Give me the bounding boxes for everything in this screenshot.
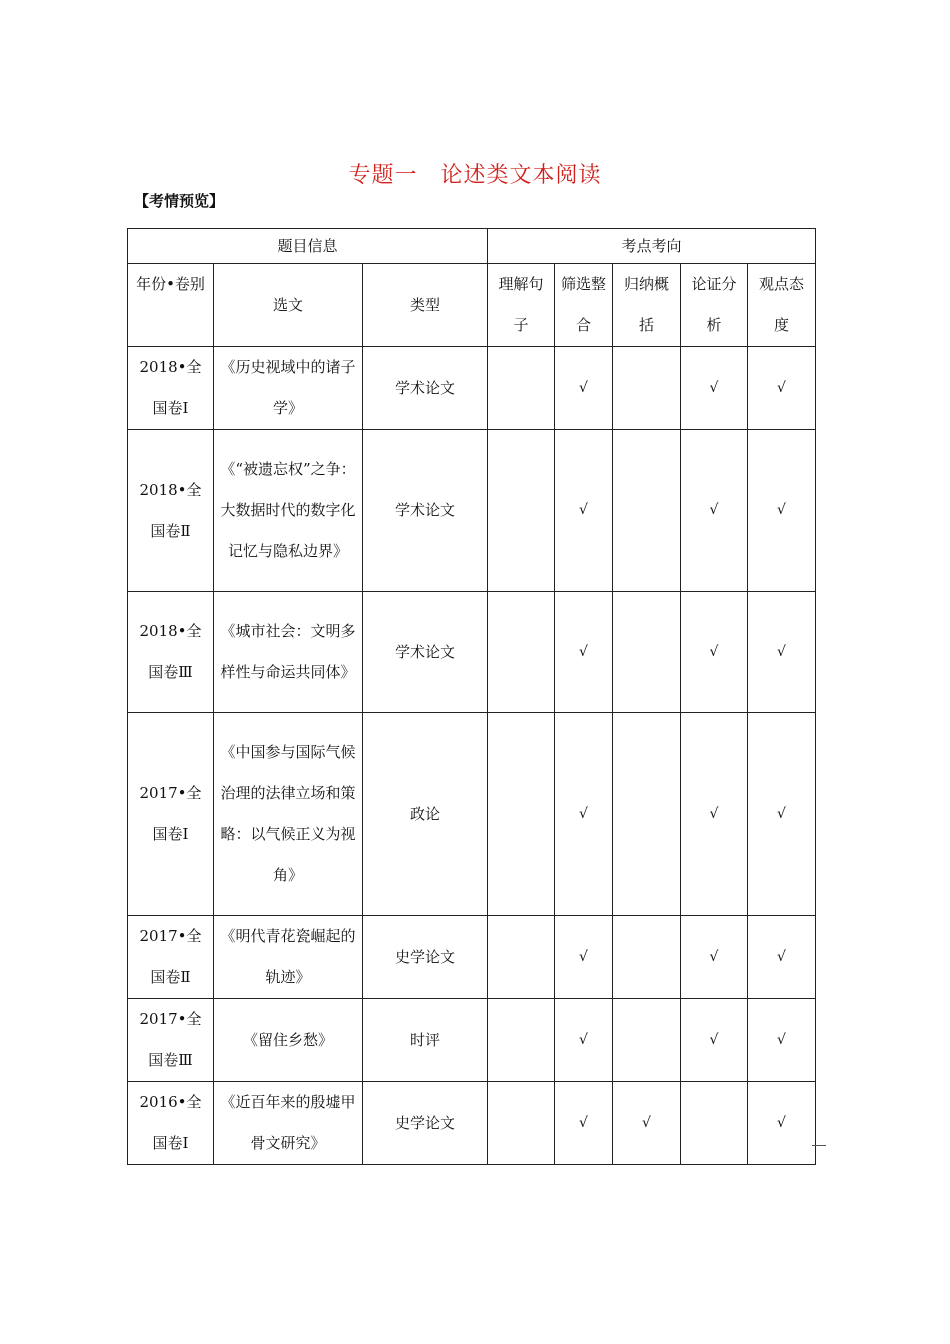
row-check: √ [555, 592, 613, 713]
row-check: √ [555, 999, 613, 1082]
table-row [128, 430, 816, 592]
row-text: 《近百年来的殷墟甲骨文研究》 [214, 1082, 363, 1165]
exam-overview-table [127, 228, 816, 1165]
row-check [488, 592, 555, 713]
table-row [128, 592, 816, 713]
row-check: √ [748, 916, 816, 999]
row-check [488, 916, 555, 999]
header-topic-info: 题目信息 [128, 229, 488, 264]
header-exam-points: 考点考向 [488, 229, 816, 264]
row-check [488, 430, 555, 592]
row-check: √ [555, 347, 613, 430]
header-summarize: 归纳概括 [613, 264, 681, 347]
row-year: 2018•全国卷Ⅲ [128, 592, 214, 713]
row-type: 学术论文 [363, 430, 488, 592]
row-check [613, 347, 681, 430]
header-text: 选文 [214, 264, 363, 347]
row-type: 史学论文 [363, 1082, 488, 1165]
row-year: 2016•全国卷Ⅰ [128, 1082, 214, 1165]
row-type: 学术论文 [363, 592, 488, 713]
row-check [488, 999, 555, 1082]
row-check [613, 713, 681, 916]
row-type: 史学论文 [363, 916, 488, 999]
row-check [613, 592, 681, 713]
row-type: 时评 [363, 999, 488, 1082]
row-text: 《留住乡愁》 [214, 999, 363, 1082]
row-text: 《明代青花瓷崛起的轨迹》 [214, 916, 363, 999]
header-year: 年份•卷别 [128, 264, 214, 347]
table-row [128, 916, 816, 999]
row-check: √ [748, 999, 816, 1082]
row-text: 《历史视域中的诸子学》 [214, 347, 363, 430]
row-check: √ [748, 592, 816, 713]
row-text: 《“被遗忘权”之争：大数据时代的数字化记忆与隐私边界》 [214, 430, 363, 592]
row-check: √ [681, 347, 748, 430]
table-row [128, 1082, 816, 1165]
row-text: 《中国参与国际气候治理的法律立场和策略：以气候正义为视角》 [214, 713, 363, 916]
row-check: √ [681, 592, 748, 713]
row-check: √ [555, 713, 613, 916]
row-check: √ [748, 430, 816, 592]
header-argument: 论证分析 [681, 264, 748, 347]
row-check: √ [748, 1082, 816, 1165]
row-check: √ [555, 916, 613, 999]
header-filter: 筛选整合 [555, 264, 613, 347]
row-check: √ [681, 999, 748, 1082]
row-year: 2017•全国卷Ⅱ [128, 916, 214, 999]
row-check: √ [681, 430, 748, 592]
page-title: 专题一 论述类文本阅读 [348, 163, 602, 188]
row-check: √ [681, 916, 748, 999]
row-check [488, 347, 555, 430]
header-type: 类型 [363, 264, 488, 347]
row-text: 《城市社会：文明多样性与命运共同体》 [214, 592, 363, 713]
row-check [613, 916, 681, 999]
row-check: √ [681, 713, 748, 916]
row-check: √ [748, 713, 816, 916]
row-check [613, 430, 681, 592]
row-check [488, 713, 555, 916]
table-tail-line [812, 1145, 826, 1146]
row-year: 2018•全国卷Ⅱ [128, 430, 214, 592]
header-understand: 理解句子 [488, 264, 555, 347]
row-type: 政论 [363, 713, 488, 916]
table-row [128, 347, 816, 430]
row-year: 2017•全国卷Ⅰ [128, 713, 214, 916]
row-check: √ [613, 1082, 681, 1165]
row-check: √ [555, 1082, 613, 1165]
table-row [128, 713, 816, 916]
row-year: 2017•全国卷Ⅲ [128, 999, 214, 1082]
section-label: 【考情预览】 [134, 192, 225, 210]
row-year: 2018•全国卷Ⅰ [128, 347, 214, 430]
table-row [128, 999, 816, 1082]
row-check [488, 1082, 555, 1165]
row-type: 学术论文 [363, 347, 488, 430]
row-check [681, 1082, 748, 1165]
row-check: √ [748, 347, 816, 430]
row-check [613, 999, 681, 1082]
row-check: √ [555, 430, 613, 592]
header-viewpoint: 观点态度 [748, 264, 816, 347]
